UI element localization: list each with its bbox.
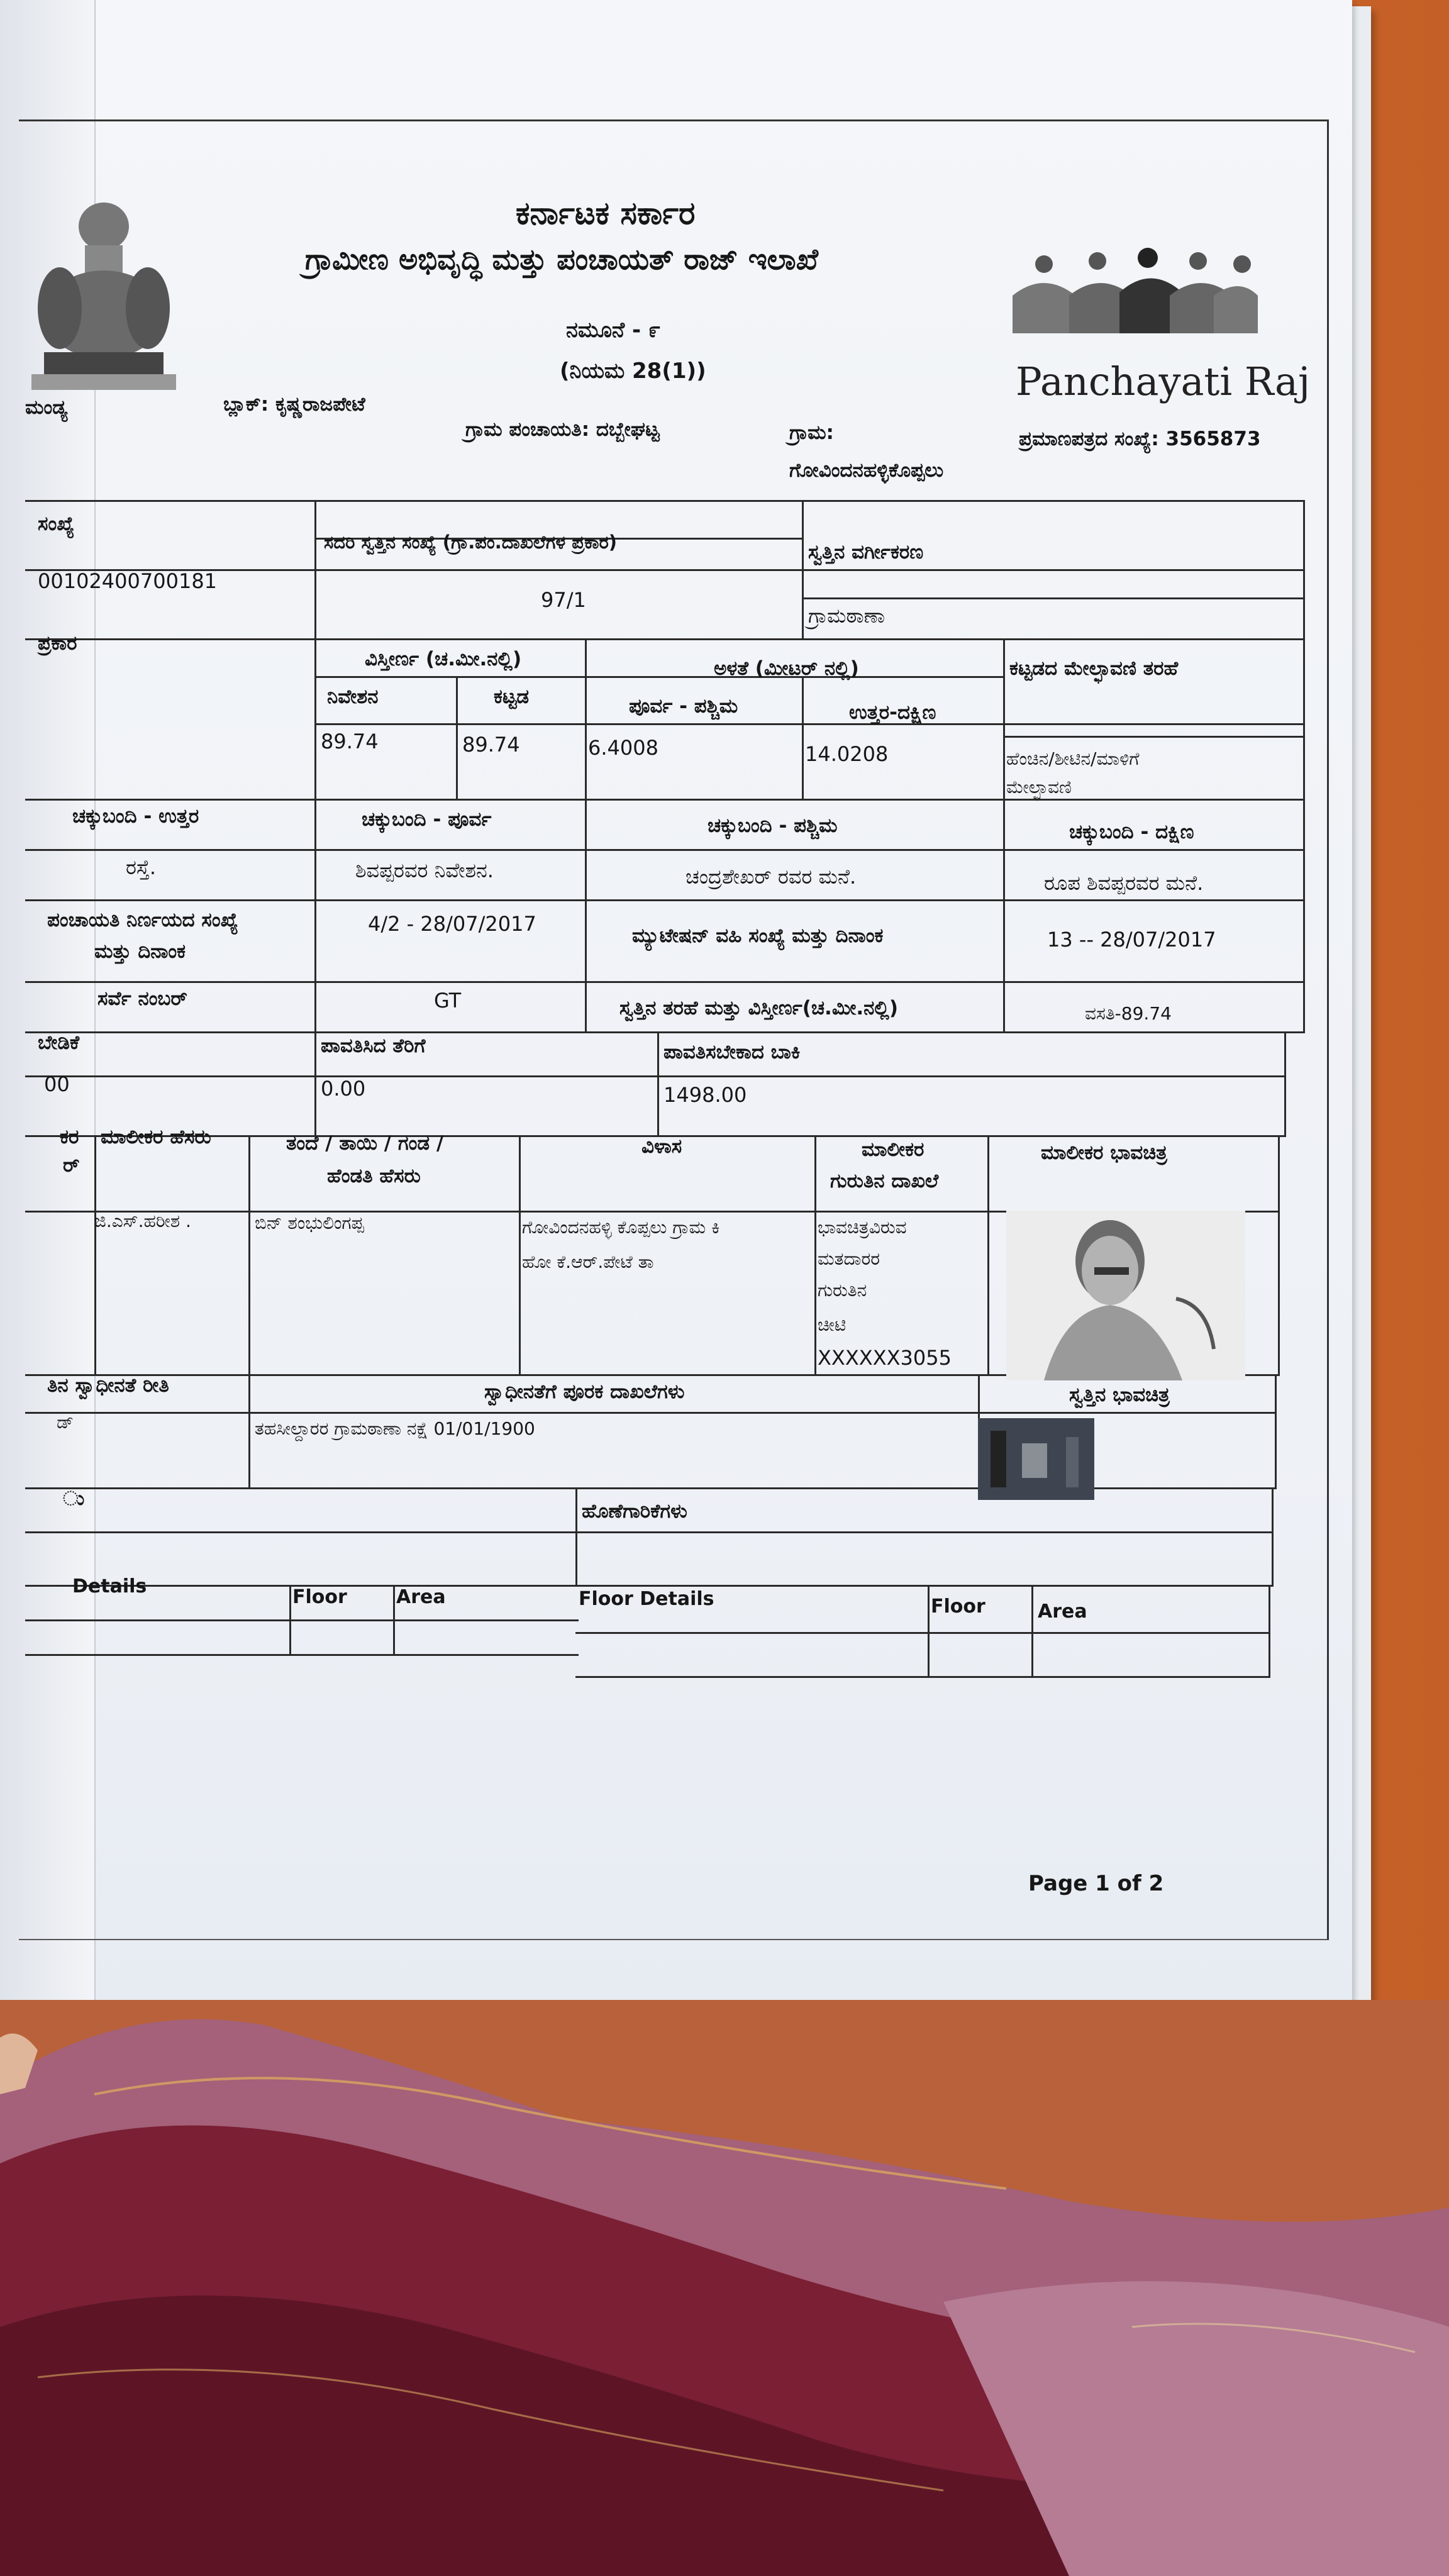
owner-id-2: ಮತದಾರರ [818,1248,880,1269]
owner-id-label-2: ಗುರುತಿನ ದಾಖಲೆ [830,1170,939,1192]
grid-line [248,1135,250,1374]
grid-line [25,981,1305,983]
grid-line [814,1135,816,1374]
owner-photo [1006,1211,1245,1380]
west-boundary-label: ಚಕ್ಕುಬಂದಿ - ಪಶ್ಚಿಮ [708,814,838,837]
district-name: ಮಂಡ್ಯ [25,396,68,419]
grid-line [25,1619,579,1621]
rule-number: (ನಿಯಮ 28(1)) [560,358,706,384]
liabilities-left-label: ು [63,1487,85,1510]
certificate-number: ಪ್ರಮಾಣಪತ್ರದ ಸಂಖ್ಯೆ: 3565873 [1019,428,1261,450]
fabric-foreground [0,2000,1449,2576]
site-label: ನಿವೇಶನ [327,686,379,708]
site-area-value: 89.74 [321,730,379,753]
survey-number-value: GT [434,989,462,1013]
property-number-value: 97/1 [541,588,586,612]
department-title: ಗ್ರಾಮೀಣ ಅಭಿವೃದ್ಧಿ ಮತ್ತು ಪಂಚಾಯತ್ ರಾಜ್ ಇಲಾಖೆ [305,242,818,276]
tax-demand-label: ಬೇಡಿಕೆ [38,1031,80,1054]
area-left-label: Area [396,1586,446,1608]
grid-line [25,500,1305,502]
east-boundary-label: ಚಕ್ಕುಬಂದಿ - ಪೂರ್ವ [362,808,492,831]
property-type-label: ಪ್ರಕಾರ [38,632,77,655]
floor-details-left-label: Details [72,1575,147,1597]
tax-due-value: 1498.00 [663,1083,747,1107]
owner-relation-label-2: ಹೆಂಡತಿ ಹೆಸರು [327,1165,421,1187]
survey-number-label: ಸರ್ವೆ ನಂಬರ್ [97,987,187,1010]
owner-col0-label-1: ಕರ [60,1126,79,1148]
owner-id-label-1: ಮಾಲೀಕರ [862,1138,924,1161]
grid-line [393,1585,395,1654]
form-number: ನಮೂನೆ - ೯ [566,318,661,343]
grid-line [25,1654,579,1656]
tax-demand-value: 00 [44,1072,70,1096]
panchayati-raj-logo-text: Panchayati Raj [1016,358,1311,404]
roof-type-value-2: ಮೇಲ್ಛಾವಣಿ [1006,777,1072,797]
grid-line [1275,1374,1277,1487]
east-west-label: ಪೂರ್ವ - ಪಶ್ಚಿಮ [629,695,738,718]
village-label: ಗ್ರಾಮ: [789,421,834,444]
north-south-value: 14.0208 [805,742,889,766]
classification-label: ಸ್ವತ್ತಿನ ವರ್ಗೀಕರಣ [808,541,924,564]
owner-name-label: ಮಾಲೀಕರ ಹೆಸರು [101,1126,211,1148]
grid-line [987,1135,989,1374]
grid-line [575,1676,1270,1678]
east-west-value: 6.4008 [588,736,658,760]
owner-name: ಜಿ.ಎಸ್.ಹರೀಶ . [94,1211,191,1231]
grid-line [585,638,587,1031]
grid-line [314,500,316,1031]
grid-line [25,1031,1305,1033]
area-label: ವಿಸ್ತೀರ್ಣ (ಚ.ಮೀ.ನಲ್ಲಿ) [365,648,522,670]
south-boundary-label: ಚಕ್ಕುಬಂದಿ - ದಕ್ಷಿಣ [1069,821,1194,843]
karnataka-emblem-icon [25,182,182,396]
grid-line [314,723,1305,725]
type-area-value: ವಸತಿ-89.74 [1085,1003,1172,1024]
acquisition-docs-value: ತಹಸೀಲ್ದಾರರ ಗ್ರಾಮಠಾಣಾ ನಕ್ಷೆ 01/01/1900 [255,1418,535,1439]
grid-line [25,638,1305,640]
property-number-label: ಸದರಿ ಸ್ವತ್ತಿನ ಸಂಖ್ಯೆ (ಗ್ರಾ.ಪಂ.ದಾಖಲೆಗಳ ಪ್ರಕಾರ) [324,531,618,553]
east-boundary-value: ಶಿವಪ್ಪರವರ ನಿವೇಶನ. [355,858,494,882]
owner-address-2: ಹೋ ಕೆ.ಆರ್.ಪೇಟೆ ತಾ [522,1252,654,1272]
grid-line [456,676,458,799]
gram-panchayat-name: ಗ್ರಾಮ ಪಂಚಾಯತಿ: ದಬ್ಬೇಘಟ್ಟ [465,418,660,441]
owner-id-4: ಚೀಟಿ [818,1314,847,1335]
resolution-label-2: ಮತ್ತು ದಿನಾಂಕ [94,940,186,963]
grid-line [25,1075,1286,1077]
fabric-illustration [0,2000,1449,2576]
grid-line [519,1135,521,1374]
owner-col0-label-2: ರ್ [63,1154,80,1177]
grid-line [1272,1487,1274,1585]
property-id-value: 00102400700181 [38,569,218,593]
property-id-label: ಸಂಖ್ಯೆ [38,513,75,535]
roof-type-label: ಕಟ್ಟಡದ ಮೇಲ್ಛಾವಣಿ ತರಹೆ [1009,657,1179,680]
grid-line [25,799,1305,801]
grid-line [1303,500,1305,1031]
grid-line [314,1031,316,1135]
owner-id-3: ಗುರುತಿನ [818,1280,867,1301]
owner-photo-label: ಮಾಲೀಕರ ಭಾವಚಿತ್ರ [1041,1141,1167,1164]
property-photo-label: ಸ್ವತ್ತಿನ ಭಾವಚಿತ್ರ [1069,1384,1170,1406]
tax-paid-label: ಪಾವತಿಸಿದ ತೆರಿಗೆ [321,1035,426,1057]
mutation-label: ಮ್ಯುಟೇಷನ್ ವಹಿ ಸಂಖ್ಯೆ ಮತ್ತು ದಿನಾಂಕ [632,924,884,947]
grid-line [248,1374,250,1487]
owner-relation-label-1: ತಂದೆ / ತಾಯಿ / ಗಂಡ / [286,1132,444,1155]
grid-line [25,569,1305,571]
type-area-label: ಸ್ವತ್ತಿನ ತರಹೆ ಮತ್ತು ವಿಸ್ತೀರ್ಣ(ಚ.ಮೀ.ನಲ್ಲಿ) [619,997,898,1019]
grid-line [928,1585,930,1676]
classification-value: ಗ್ರಾಮಠಾಣಾ [808,604,885,628]
west-boundary-value: ಚಂದ್ರಶೇಖರ್ ರವರ ಮನೆ. [686,865,857,889]
tax-paid-value: 0.00 [321,1077,366,1101]
grid-line [25,849,1305,851]
grid-line [802,500,804,638]
building-label: ಕಟ್ಟಡ [494,686,530,708]
resolution-label-1: ಪಂಚಾಯತಿ ನಿರ್ಣಯದ ಸಂಖ್ಯೆ [47,909,238,931]
grid-line [1003,638,1005,1031]
village-name: ಗೋವಿಂದನಹಳ್ಳಿಕೊಪ್ಪಲು [789,459,944,482]
south-boundary-value: ರೂಪ ಶಿವಪ್ಪರವರ ಮನೆ. [1044,871,1204,895]
grid-line [657,1031,659,1135]
grid-line [1003,736,1305,738]
grid-line [1269,1585,1270,1676]
grid-line [802,676,804,799]
grid-line [25,899,1305,901]
grid-line [575,1632,1270,1634]
roof-type-value-1: ಹೆಂಚಿನ/ಶೀಟಿನ/ಮಾಳಿಗೆ [1006,748,1140,769]
north-boundary-value: ರಸ್ತೆ. [126,855,157,879]
area-right-label: Area [1038,1601,1087,1623]
owner-address-1: ಗೋವಿಂದನಹಳ್ಳಿ ಕೊಪ್ಪಲು ಗ್ರಾಮ ಕಿ [522,1217,720,1238]
floor-details-right-label: Floor Details [579,1588,714,1610]
acquisition-method-label: ತಿನ ಸ್ವಾಧೀನತೆ ರೀತಿ [47,1374,169,1397]
building-area-value: 89.74 [462,733,520,757]
grid-line [94,1135,96,1374]
floor-left-label: Floor [292,1586,347,1608]
owner-id-1: ಭಾವಚಿತ್ರವಿರುವ [818,1217,907,1238]
acquisition-docs-label: ಸ್ವಾಧೀನತೆಗೆ ಪೂರಕ ದಾಖಲೆಗಳು [484,1380,685,1403]
grid-line [1284,1031,1286,1135]
acquisition-method-value: ಡ್ [57,1412,74,1433]
govt-title: ಕರ್ನಾಟಕ ಸರ್ಕಾರ [516,195,696,231]
north-south-label: ಉತ್ತರ-ದಕ್ಷಿಣ [849,701,936,724]
north-boundary-label: ಚಕ್ಕುಬಂದಿ - ಉತ್ತರ [72,805,199,828]
mutation-value: 13 -- 28/07/2017 [1047,928,1216,952]
grid-line [1278,1135,1280,1374]
floor-right-label: Floor [931,1596,985,1618]
dimensions-label: ಅಳತೆ (ಮೀಟರ್ ನಲ್ಲಿ) [714,657,859,680]
page-number: Page 1 of 2 [1028,1871,1164,1896]
tax-due-label: ಪಾವತಿಸಬೇಕಾದ ಬಾಕಿ [663,1041,801,1063]
grid-line [314,676,1003,678]
grid-line [1031,1585,1033,1676]
grid-line [575,1487,577,1585]
resolution-value: 4/2 - 28/07/2017 [368,912,536,936]
grid-line [289,1585,291,1654]
grid-line [802,597,1305,599]
liabilities-label: ಹೊಣೆಗಾರಿಕೆಗಳು [582,1500,687,1523]
owner-address-label: ವಿಳಾಸ [641,1135,682,1158]
grid-line [25,1585,1274,1587]
property-photo [978,1418,1094,1500]
grid-line [25,1531,1274,1533]
owner-relation: ಬಿನ್ ಶಂಭುಲಿಂಗಪ್ಪ [255,1213,364,1233]
owner-id-5: XXXXXX3055 [818,1346,952,1370]
panchayati-raj-logo [1006,245,1258,358]
grid-line [25,1412,1277,1414]
block-name: ಬ್ಲಾಕ್: ಕೃಷ್ಣರಾಜಪೇಟೆ [223,393,365,416]
